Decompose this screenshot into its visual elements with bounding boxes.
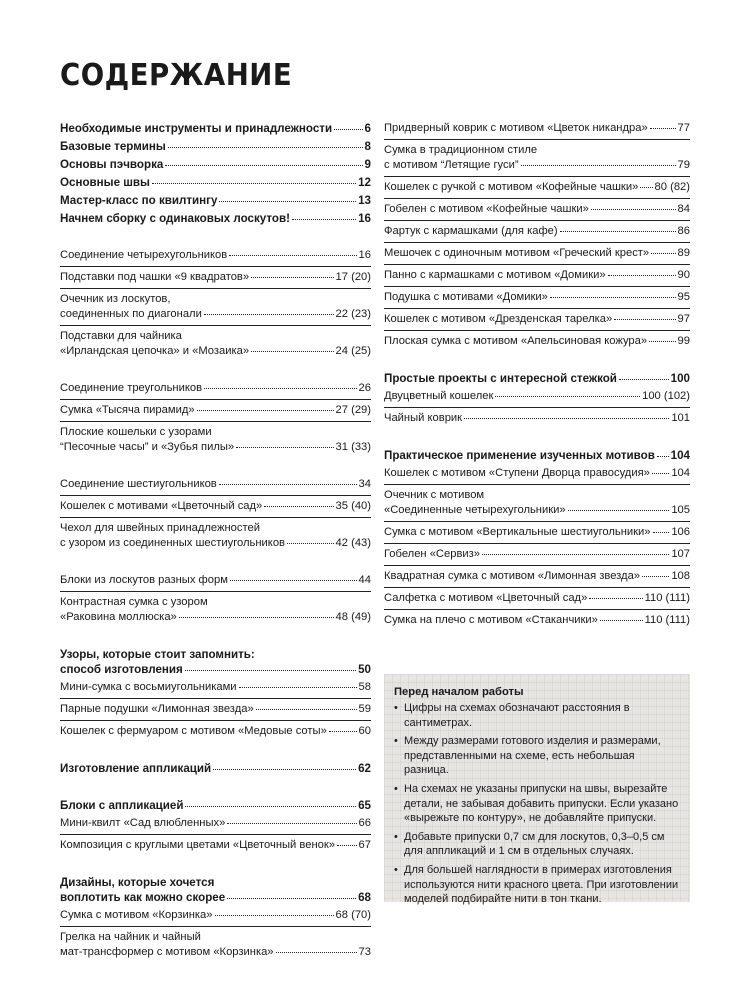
toc-entry[interactable] xyxy=(60,270,371,285)
toc-entry-title: Изготовление аппликаций xyxy=(60,762,212,775)
toc-entry-title: Фартук с кармашками (для кафе) xyxy=(384,225,558,237)
toc-entry[interactable] xyxy=(60,521,371,551)
toc-section xyxy=(384,371,690,426)
dot-leader xyxy=(652,473,669,474)
divider xyxy=(60,698,371,699)
page-number: 65 xyxy=(358,799,371,812)
toc-entry[interactable] xyxy=(60,499,371,514)
divider xyxy=(60,495,371,496)
page-number: 108 xyxy=(671,570,690,582)
toc-entry-title: Придверный коврик с мотивом «Цветок никандра» xyxy=(384,122,648,134)
dot-leader xyxy=(197,410,334,411)
toc-entry-title: Сумка на плечо с мотивом «Стаканчики» xyxy=(384,614,598,626)
toc-entry-title: Квадратная сумка с мотивом «Лимонная звезда» xyxy=(384,570,641,582)
toc-entry[interactable] xyxy=(60,403,371,418)
toc-entry-title: Сумка с мотивом «Корзинка» xyxy=(60,909,213,921)
toc-entry-title: с узором из соединенных шестиугольников xyxy=(60,537,285,549)
toc-entry-title: Подушка с мотивами «Домики» xyxy=(384,291,548,303)
toc-entry[interactable] xyxy=(384,246,690,261)
toc-entry-title: Сумка с мотивом «Вертикальные шестиугольники» xyxy=(384,526,651,538)
toc-entry[interactable] xyxy=(384,121,690,136)
toc-section xyxy=(60,647,371,739)
toc-entry-title: с мотивом “Летящие гуси” xyxy=(384,159,519,171)
toc-section xyxy=(60,248,371,359)
page-number: 101 xyxy=(671,412,690,424)
page-number: 67 xyxy=(358,839,371,851)
dot-leader xyxy=(589,598,642,599)
page-number: 77 xyxy=(677,122,690,134)
toc-entry[interactable] xyxy=(384,143,690,173)
toc-entry-title: Сумка в традиционном стиле xyxy=(384,144,538,156)
toc-entry[interactable] xyxy=(60,157,371,172)
toc-entry[interactable] xyxy=(60,680,371,695)
toc-entry[interactable] xyxy=(60,761,371,776)
toc-entry-title: Базовые термины xyxy=(60,140,166,153)
divider xyxy=(384,521,690,522)
toc-entry-title: Гобелен с мотивом «Кофейные чашки» xyxy=(384,203,589,215)
toc-entry[interactable] xyxy=(384,613,690,628)
dot-leader xyxy=(464,418,669,419)
page-number: 80 (82) xyxy=(654,181,690,193)
note-item: • Цифры на схемах обозначают расстояния в сантиметрах. xyxy=(394,701,680,730)
dot-leader xyxy=(219,484,357,485)
page-number: 68 (70) xyxy=(335,909,371,921)
note-item: • Добавьте припуски 0,7 см для лоскутов, 0,3–0,5 см для аппликаций и 1 см в отдельных случаях. xyxy=(394,830,680,859)
toc-entry[interactable] xyxy=(60,292,371,322)
toc-entry-title: Контрастная сумка с узором xyxy=(60,596,208,608)
divider xyxy=(384,609,690,610)
page-number: 89 xyxy=(677,247,690,259)
toc-entry[interactable] xyxy=(60,425,371,455)
toc-entry[interactable] xyxy=(60,908,371,923)
toc-entry[interactable] xyxy=(60,573,371,588)
page-number: 9 xyxy=(364,158,371,171)
toc-entry-title: Основы пэчворка xyxy=(60,158,164,171)
page-number: 59 xyxy=(358,703,371,715)
toc-entry-title: «Соединенные четырехугольники» xyxy=(384,504,566,516)
page-number: 84 xyxy=(677,203,690,215)
toc-section xyxy=(60,121,371,226)
page-number: 105 xyxy=(671,504,690,516)
page-title: СОДЕРЖАНИЕ xyxy=(60,58,293,93)
toc-entry-title: Грелка на чайник и чайный xyxy=(60,931,201,943)
toc-entry-title: Основные швы xyxy=(60,176,150,189)
toc-entry[interactable] xyxy=(60,248,371,263)
page-number: 48 (49) xyxy=(335,611,371,623)
dot-leader xyxy=(495,396,640,397)
toc-entry[interactable] xyxy=(60,875,371,905)
dot-leader xyxy=(185,806,356,807)
toc-entry[interactable] xyxy=(384,202,690,217)
page-number: 22 (23) xyxy=(335,308,371,320)
dot-leader xyxy=(287,543,334,544)
divider xyxy=(60,266,371,267)
toc-entry[interactable] xyxy=(384,180,690,195)
toc-entry[interactable] xyxy=(384,371,690,386)
page-number: 73 xyxy=(358,946,371,958)
divider xyxy=(60,325,371,326)
toc-entry-title: Кошелек с ручкой с мотивом «Кофейные чашки» xyxy=(384,181,639,193)
toc-entry-title: Необходимые инструменты и принадлежности xyxy=(60,122,333,135)
toc-entry-title: Мастер-класс по квилтингу xyxy=(60,194,218,207)
toc-entry-title: Плоские кошельки с узорами xyxy=(60,426,212,438)
dot-leader xyxy=(649,341,675,342)
toc-entry-title: воплотить как можно скорее xyxy=(60,891,226,904)
dot-leader xyxy=(521,165,676,166)
dot-leader xyxy=(642,576,669,577)
toc-entry[interactable] xyxy=(60,816,371,831)
toc-entry-title: Блоки из лоскутов разных форм xyxy=(60,574,228,586)
page-number: 99 xyxy=(677,335,690,347)
toc-section xyxy=(60,798,371,853)
toc-entry[interactable] xyxy=(384,411,690,426)
dot-leader xyxy=(560,231,676,232)
page-number: 68 xyxy=(358,891,371,904)
toc-entry-title: соединенных по диагонали xyxy=(60,308,202,320)
toc-entry[interactable] xyxy=(60,211,371,226)
dot-leader xyxy=(204,388,357,389)
dot-leader xyxy=(185,670,356,671)
toc-section xyxy=(60,875,371,960)
dot-leader xyxy=(614,319,675,320)
dot-leader xyxy=(152,183,356,184)
divider xyxy=(60,834,371,835)
toc-entry[interactable] xyxy=(60,329,371,359)
toc-entry-title: Двуцветный кошелек xyxy=(384,390,494,402)
toc-entry-title: Начнем сборку с одинаковых лоскутов! xyxy=(60,212,290,225)
toc-entry[interactable] xyxy=(60,175,371,190)
toc-section xyxy=(60,761,371,776)
dot-leader xyxy=(236,447,333,448)
dot-leader xyxy=(179,617,334,618)
toc-section xyxy=(384,448,690,628)
toc-entry-title: Чехол для швейных принадлежностей xyxy=(60,522,260,534)
toc-entry-title: мат-трансформер с мотивом «Корзинка» xyxy=(60,946,274,958)
dot-leader xyxy=(653,532,670,533)
toc-entry[interactable] xyxy=(60,121,371,136)
note-item: • Между размерами готового изделия и размерами, представленными на схеме, есть небольшая разница. xyxy=(394,734,680,778)
page-number: 107 xyxy=(671,548,690,560)
toc-entry-title: Сумка «Тысяча пирамид» xyxy=(60,404,195,416)
toc-entry-title: Мини-сумка с восьмиугольниками xyxy=(60,681,237,693)
dot-leader xyxy=(568,510,670,511)
page-number: 16 xyxy=(358,212,371,225)
page-number: 95 xyxy=(677,291,690,303)
toc-entry-title: Соединение четырехугольников xyxy=(60,249,228,261)
note-box xyxy=(384,674,690,906)
toc-entry-title: Дизайны, которые хочется xyxy=(60,876,215,889)
page-number: 50 xyxy=(358,663,371,676)
toc-entry-title: «Ирландская цепочка» и «Мозаика» xyxy=(60,345,250,357)
toc-entry-title: Соединение треугольников xyxy=(60,382,203,394)
page-number: 97 xyxy=(677,313,690,325)
page-number: 62 xyxy=(358,762,371,775)
page-number: 58 xyxy=(358,681,371,693)
dot-leader xyxy=(264,506,333,507)
dot-leader xyxy=(239,687,357,688)
dot-leader xyxy=(168,147,363,148)
dot-leader xyxy=(230,580,357,581)
toc-entry-title: Простые проекты с интересной стежкой xyxy=(384,372,617,385)
toc-entry-title: Практическое применение изученных мотивов xyxy=(384,449,655,462)
page-number: 86 xyxy=(677,225,690,237)
divider xyxy=(384,220,690,221)
dot-leader xyxy=(227,823,356,824)
toc-entry-title: Очечник с мотивом xyxy=(384,489,485,501)
toc-entry[interactable] xyxy=(60,838,371,853)
note-item: • На схемах не указаны припуски на швы, вырезайте детали, не забывая добавить припуски. Если указано «вырежьте по контуру», не добавляйте припуски. xyxy=(394,782,680,826)
dot-leader xyxy=(600,620,643,621)
page-number: 6 xyxy=(364,122,371,135)
divider xyxy=(384,543,690,544)
page-number: 90 xyxy=(677,269,690,281)
toc-entry-title: Салфетка с мотивом «Цветочный сад» xyxy=(384,592,588,604)
toc-entry[interactable] xyxy=(60,647,371,677)
page-number: 8 xyxy=(364,140,371,153)
divider xyxy=(384,286,690,287)
note-list xyxy=(394,701,680,907)
toc-entry-title: Кошелек с мотивом «Ступени Дворца правосудия» xyxy=(384,467,650,479)
dot-leader xyxy=(165,165,362,166)
divider xyxy=(384,330,690,331)
divider xyxy=(60,591,371,592)
toc-entry[interactable] xyxy=(384,224,690,239)
dot-leader xyxy=(482,554,669,555)
dot-leader xyxy=(229,255,356,256)
toc-entry-title: Подставки под чашки «9 квадратов» xyxy=(60,271,250,283)
toc-entry-title: Соединение шестиугольников xyxy=(60,478,217,490)
dot-leader xyxy=(334,129,362,130)
page-number: 66 xyxy=(358,817,371,829)
dot-leader xyxy=(329,731,357,732)
dot-leader xyxy=(550,297,676,298)
toc-entry[interactable] xyxy=(60,930,371,960)
toc-entry[interactable] xyxy=(60,193,371,208)
dot-leader xyxy=(608,275,676,276)
dot-leader xyxy=(640,187,652,188)
dot-leader xyxy=(292,219,356,220)
page-number: 79 xyxy=(677,159,690,171)
page-number: 110 (111) xyxy=(644,592,690,604)
dot-leader xyxy=(256,709,357,710)
toc-entry-title: Блоки с аппликацией xyxy=(60,799,184,812)
toc-entry-title: Гобелен «Сервиз» xyxy=(384,548,480,560)
toc-entry[interactable] xyxy=(384,488,690,518)
toc-entry[interactable] xyxy=(384,591,690,606)
dot-leader xyxy=(251,277,333,278)
divider xyxy=(60,517,371,518)
divider xyxy=(60,926,371,927)
dot-leader xyxy=(337,845,357,846)
toc-entry-title: Мини-квилт «Сад влюбленных» xyxy=(60,817,226,829)
page-number: 12 xyxy=(358,176,371,189)
page-number: 104 xyxy=(671,467,690,479)
toc-entry-title: Чайный коврик xyxy=(384,412,463,424)
toc-entry[interactable] xyxy=(60,595,371,625)
page-number: 13 xyxy=(358,194,371,207)
divider xyxy=(60,288,371,289)
toc-entry[interactable] xyxy=(60,798,371,813)
toc-entry-title: Композиция с круглыми цветами «Цветочный венок» xyxy=(60,839,335,851)
toc-entry[interactable] xyxy=(384,466,690,481)
toc-entry-title: Кошелек с мотивами «Цветочный сад» xyxy=(60,500,263,512)
page-number: 100 xyxy=(670,372,690,385)
note-item: • Для большей наглядности в примерах изготовления используются нити красного цвета. При изготовлении моделей подбирайте нити в тон ткани. xyxy=(394,863,680,907)
toc-section xyxy=(384,121,690,349)
dot-leader xyxy=(213,769,356,770)
page-number: 34 xyxy=(358,478,371,490)
page-number: 24 (25) xyxy=(335,345,371,357)
toc-section xyxy=(60,381,371,455)
page-number: 31 (33) xyxy=(335,441,371,453)
toc-left-column xyxy=(60,118,371,982)
divider xyxy=(384,407,690,408)
page-number: 42 (43) xyxy=(335,537,371,549)
toc-entry-title: Подставки для чайника xyxy=(60,330,182,342)
dot-leader xyxy=(215,915,334,916)
dot-leader xyxy=(204,314,334,315)
toc-entry[interactable] xyxy=(60,477,371,492)
dot-leader xyxy=(650,128,676,129)
toc-right-column xyxy=(384,118,690,650)
toc-entry-title: Парные подушки «Лимонная звезда» xyxy=(60,703,254,715)
page-number: 106 xyxy=(671,526,690,538)
toc-entry[interactable] xyxy=(384,389,690,404)
dot-leader xyxy=(227,898,356,899)
toc-entry[interactable] xyxy=(384,569,690,584)
page-number: 26 xyxy=(358,382,371,394)
divider xyxy=(384,264,690,265)
page-number: 110 (111) xyxy=(644,614,690,626)
note-heading: Перед началом работы xyxy=(394,686,524,698)
toc-entry[interactable] xyxy=(384,448,690,463)
toc-entry-title: Кошелек с фермуаром с мотивом «Медовые соты» xyxy=(60,725,327,737)
toc-entry-title: «Раковина моллюска» xyxy=(60,611,177,623)
toc-entry[interactable] xyxy=(60,702,371,717)
page-number: 44 xyxy=(358,574,371,586)
page-number: 100 (102) xyxy=(642,390,690,402)
divider xyxy=(384,139,690,140)
page-number: 27 (29) xyxy=(335,404,371,416)
divider xyxy=(384,484,690,485)
toc-section xyxy=(60,573,371,625)
divider xyxy=(384,198,690,199)
divider xyxy=(60,720,371,721)
toc-entry[interactable] xyxy=(384,312,690,327)
toc-entry[interactable] xyxy=(60,139,371,154)
divider xyxy=(60,399,371,400)
dot-leader xyxy=(276,952,357,953)
toc-entry-title: Панно с кармашками с мотивом «Домики» xyxy=(384,269,606,281)
toc-entry-title: Плоская сумка с мотивом «Апельсиновая кожура» xyxy=(384,335,648,347)
page-number: 17 (20) xyxy=(335,271,371,283)
toc-entry[interactable] xyxy=(384,334,690,349)
page-number: 104 xyxy=(670,449,690,462)
dot-leader xyxy=(619,379,669,380)
divider xyxy=(384,176,690,177)
dot-leader xyxy=(219,201,356,202)
toc-entry-title: Кошелек с мотивом «Дрезденская тарелка» xyxy=(384,313,613,325)
toc-section xyxy=(60,477,371,551)
divider xyxy=(384,565,690,566)
dot-leader xyxy=(657,456,669,457)
dot-leader xyxy=(591,209,676,210)
toc-entry-title: “Песочные часы” и «Зубья пилы» xyxy=(60,441,235,453)
divider xyxy=(60,421,371,422)
divider xyxy=(384,587,690,588)
toc-entry[interactable] xyxy=(60,381,371,396)
toc-entry[interactable] xyxy=(384,290,690,305)
dot-leader xyxy=(251,351,334,352)
toc-entry-title: Мешочек с одиночным мотивом «Греческий крест» xyxy=(384,247,650,259)
page-number: 16 xyxy=(358,249,371,261)
toc-entry[interactable] xyxy=(384,268,690,283)
page-number: 60 xyxy=(358,725,371,737)
toc-entry-title: Узоры, которые стоит запомнить: xyxy=(60,648,255,661)
toc-entry[interactable] xyxy=(60,724,371,739)
divider xyxy=(384,242,690,243)
page-number: 35 (40) xyxy=(335,500,371,512)
toc-entry[interactable] xyxy=(384,547,690,562)
toc-entry[interactable] xyxy=(384,525,690,540)
toc-entry-title: Очечник из лоскутов, xyxy=(60,293,171,305)
dot-leader xyxy=(651,253,675,254)
divider xyxy=(384,308,690,309)
toc-entry-title: способ изготовления xyxy=(60,663,183,676)
